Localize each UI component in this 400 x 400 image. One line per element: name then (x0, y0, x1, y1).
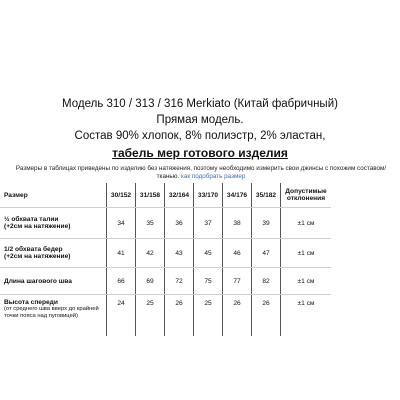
table-cell: 43 (165, 239, 194, 268)
table-cell: 77 (223, 268, 252, 295)
table-row (0, 208, 331, 239)
table-cell: 42 (136, 239, 165, 268)
size-table-heading: табель мер готового изделия (112, 146, 288, 160)
table-row (0, 268, 331, 295)
size-header-cell: 33/170 (194, 183, 223, 208)
model-title: Модель 310 / 313 / 316 Merkiato (Китай фабричный) (62, 98, 338, 110)
size-header-cell: 32/164 (165, 183, 194, 208)
table-cell: 26 (175, 300, 183, 307)
fabric-composition: Состав 90% хлопок, 8% полиэстр, 2% эластан, (74, 130, 326, 142)
table-cell: 25 (146, 300, 154, 307)
table-cell: 24 (117, 300, 125, 307)
table-cell: 41 (107, 239, 136, 268)
table-cell: 25 (204, 300, 212, 307)
size-note (6, 165, 396, 181)
row-label-cell (0, 208, 107, 239)
table-cell: 72 (165, 268, 194, 295)
tolerance-cell: ±1 см (281, 239, 331, 268)
size-header-cell: 30/152 (107, 183, 136, 208)
row-label-note: (от среднего шва вверх до крайней точки пояса над пуговицей) (4, 306, 99, 319)
row-label-cell (0, 268, 107, 295)
row-sublabel: (+2см на натяжение) (4, 253, 71, 260)
tolerance-cell: ±1 см (281, 208, 331, 239)
row-label: Длина шагового шва (4, 277, 72, 285)
row-label-cell (0, 295, 107, 337)
row-sublabel: (+2см на натяжение) (4, 223, 71, 230)
table-cell: 82 (252, 268, 281, 295)
fit-description: Прямая модель. (156, 114, 244, 126)
size-header-cell: 35/182 (252, 183, 281, 208)
size-table (0, 183, 331, 336)
size-header-cell: 34/176 (223, 183, 252, 208)
table-row (0, 239, 331, 268)
table-cell: 47 (252, 239, 281, 268)
row-label: 1/2 обхвата бедер (4, 246, 63, 253)
row-label: ½ обхвата талии (4, 216, 59, 223)
table-cell: 34 (107, 208, 136, 239)
table-cell: 46 (223, 239, 252, 268)
size-guide-link[interactable]: как подобрать размер (180, 173, 246, 180)
table-cell: 66 (107, 268, 136, 295)
table-cell: 37 (194, 208, 223, 239)
table-cell: 39 (252, 208, 281, 239)
table-row (0, 295, 331, 337)
table-cell: 69 (136, 268, 165, 295)
table-cell: 38 (223, 208, 252, 239)
row-label-cell (0, 239, 107, 268)
table-cell: 36 (165, 208, 194, 239)
size-note-text: Размеры в таблицах приведены по изделию без натяжения, поэтому необходимо измерить свои джинсы с похожим составом/тканью. (15, 165, 387, 180)
tolerance-header: Допустимые отклонения (281, 183, 331, 208)
table-cell: 45 (194, 239, 223, 268)
size-header-label: Размер (0, 183, 107, 208)
row-label: Высота спереди (4, 299, 58, 306)
table-cell: 35 (136, 208, 165, 239)
tolerance-cell: ±1 см (297, 300, 315, 307)
table-header-row (0, 183, 331, 208)
table-cell: 26 (233, 300, 241, 307)
table-cell: 75 (194, 268, 223, 295)
tolerance-cell: ±1 см (281, 268, 331, 295)
table-cell: 26 (262, 300, 270, 307)
size-header-cell: 31/158 (136, 183, 165, 208)
